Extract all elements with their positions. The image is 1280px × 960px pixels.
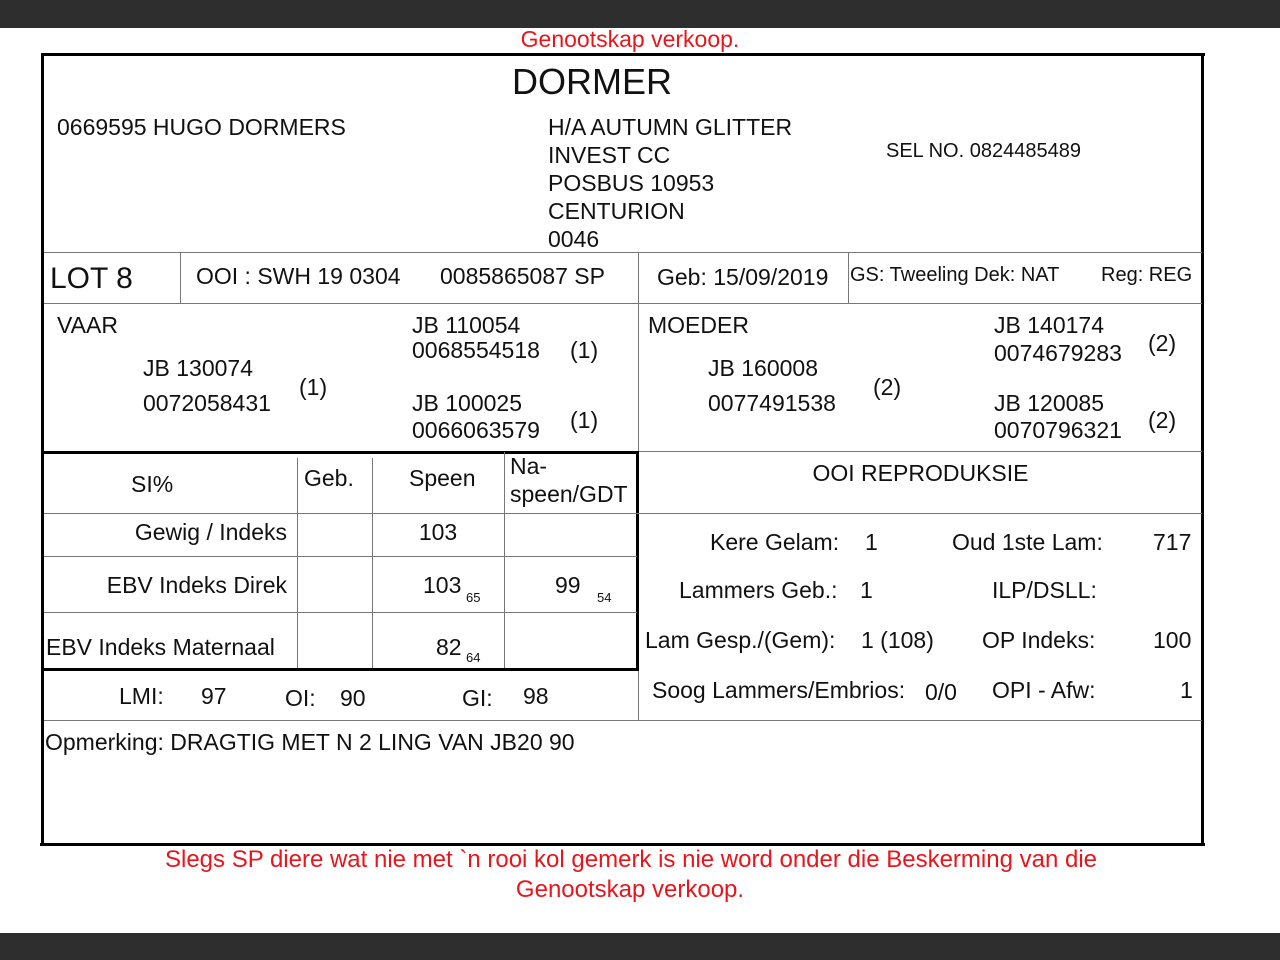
header-geb: Geb. xyxy=(304,465,354,491)
sel-no: SEL NO. 0824485489 xyxy=(886,140,1081,162)
lmi-label: LMI: xyxy=(119,683,164,709)
viewer-bottom-bar xyxy=(0,933,1280,960)
lammers-value: 1 xyxy=(860,577,873,603)
soog-value: 0/0 xyxy=(925,679,957,705)
row-naspeen-accuracy: 54 xyxy=(597,590,612,605)
gi-label: GI: xyxy=(462,685,493,711)
row-label: EBV Indeks Maternaal xyxy=(46,634,275,660)
oi-value: 90 xyxy=(340,685,366,711)
vaar-count: (1) xyxy=(299,374,328,400)
header-naspeen-gdt: speen/GDT xyxy=(510,481,628,507)
vaar-id: 0072058431 xyxy=(143,390,271,416)
row-speen: 82 xyxy=(436,634,462,660)
address-line: INVEST CC xyxy=(548,142,671,168)
header-notice: Genootskap verkoop. xyxy=(520,26,740,52)
row-speen: 103 xyxy=(423,572,462,598)
footer-notice-line: Genootskap verkoop. xyxy=(515,876,745,903)
gi-value: 98 xyxy=(523,683,549,709)
row-speen: 103 xyxy=(418,519,458,545)
address-line: H/A AUTUMN GLITTER xyxy=(548,114,793,140)
ilp-label: ILP/DSLL: xyxy=(992,577,1097,603)
vaar-name: JB 130074 xyxy=(143,355,253,381)
row-naspeen: 99 xyxy=(555,572,581,598)
opi-label: OPI - Afw: xyxy=(992,677,1096,703)
vaar-sire-count: (1) xyxy=(570,337,599,363)
page-title: DORMER xyxy=(512,61,672,102)
oi-label: OI: xyxy=(285,685,316,711)
address-line: 0046 xyxy=(548,226,600,252)
breeder: 0669595 HUGO DORMERS xyxy=(57,114,346,140)
vaar-dam-name: JB 100025 xyxy=(412,390,522,416)
row-label: Gewig / Indeks xyxy=(134,519,287,545)
lmi-value: 97 xyxy=(201,683,227,709)
header-naspeen: Na- xyxy=(510,453,548,479)
moeder-sire-name: JB 140174 xyxy=(994,312,1104,338)
moeder-count: (2) xyxy=(873,374,902,400)
moeder-id: 0077491538 xyxy=(708,390,836,416)
moeder-sire-count: (2) xyxy=(1148,330,1177,356)
vaar-label: VAAR xyxy=(57,312,118,338)
viewer-top-bar xyxy=(0,0,1280,28)
address-line: CENTURION xyxy=(548,198,685,224)
ooi-id: 0085865087 SP xyxy=(440,263,605,289)
footer-notice-line: Slegs SP diere wat nie met `n rooi kol gemerk is nie word onder die Beskerming van die xyxy=(164,846,1097,873)
kere-value: 1 xyxy=(865,529,878,555)
reg-info: Reg: REG xyxy=(1101,264,1193,286)
row-label: EBV Indeks Direk xyxy=(106,572,287,598)
moeder-dam-name: JB 120085 xyxy=(994,390,1104,416)
oud-value: 717 xyxy=(1153,529,1192,555)
kere-label: Kere Gelam: xyxy=(710,529,840,555)
lam-label: Lam Gesp./(Gem): xyxy=(645,627,836,653)
header-speen: Speen xyxy=(409,465,476,491)
lammers-label: Lammers Geb.: xyxy=(679,577,838,603)
op-value: 100 xyxy=(1153,627,1192,653)
moeder-dam-id: 0070796321 xyxy=(994,417,1122,443)
gs-info: GS: Tweeling Dek: NAT xyxy=(850,264,1060,286)
moeder-sire-id: 0074679283 xyxy=(994,340,1122,366)
row-speen-accuracy: 64 xyxy=(466,650,481,665)
row-speen-accuracy: 65 xyxy=(466,590,481,605)
opi-value: 1 xyxy=(1180,677,1193,703)
soog-label: Soog Lammers/Embrios: xyxy=(652,677,906,703)
vaar-dam-count: (1) xyxy=(570,407,599,433)
header-si: SI% xyxy=(131,471,174,497)
lam-value: 1 (108) xyxy=(861,627,934,653)
op-label: OP Indeks: xyxy=(982,627,1096,653)
oud-label: Oud 1ste Lam: xyxy=(952,529,1103,555)
ooi-tag: OOI : SWH 19 0304 xyxy=(196,263,401,289)
moeder-dam-count: (2) xyxy=(1148,407,1177,433)
lot-number: LOT 8 xyxy=(50,262,133,295)
reproduction-title: OOI REPRODUKSIE xyxy=(812,460,1029,486)
remark: Opmerking: DRAGTIG MET N 2 LING VAN JB20 90 xyxy=(45,729,575,755)
moeder-name: JB 160008 xyxy=(708,355,818,381)
moeder-label: MOEDER xyxy=(648,312,749,338)
birth-date: Geb: 15/09/2019 xyxy=(657,264,829,290)
vaar-sire-id: 0068554518 xyxy=(412,337,540,363)
vaar-sire-name: JB 110054 xyxy=(412,312,521,338)
address-line: POSBUS 10953 xyxy=(548,170,715,196)
vaar-dam-id: 0066063579 xyxy=(412,417,540,443)
